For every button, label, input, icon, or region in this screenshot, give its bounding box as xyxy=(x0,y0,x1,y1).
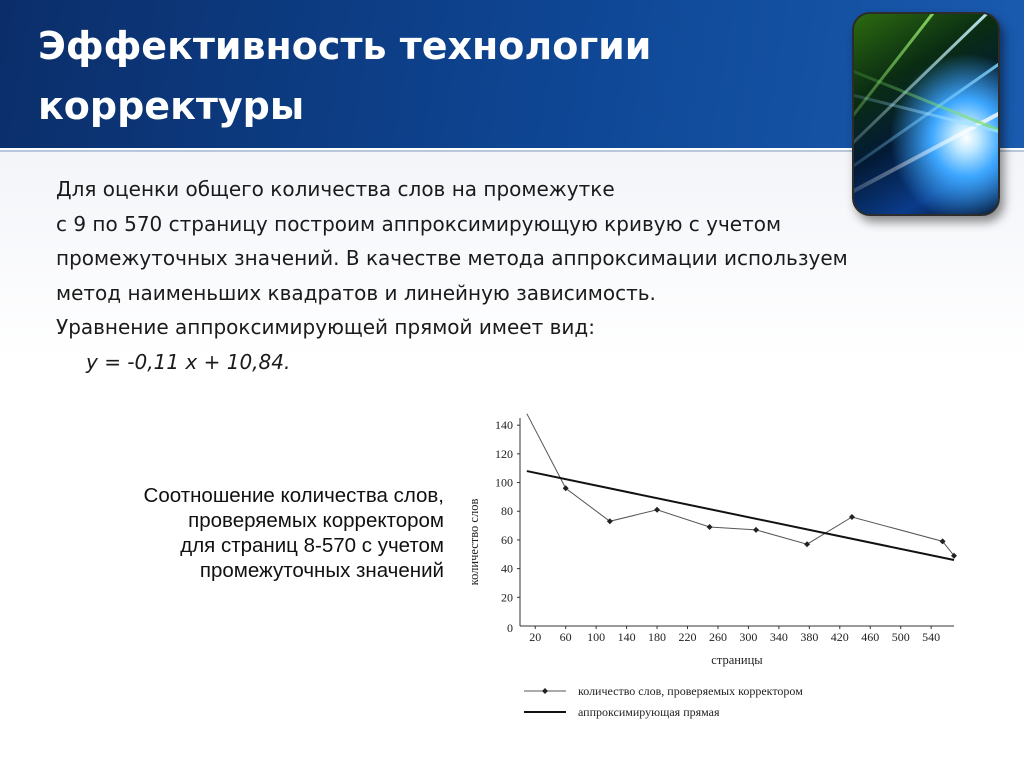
x-tick-label: 20 xyxy=(529,630,542,644)
x-tick-label: 260 xyxy=(708,630,727,644)
x-tick-label: 60 xyxy=(559,630,572,644)
data-point xyxy=(804,541,810,547)
y-axis-title: количество слов xyxy=(467,498,481,586)
x-tick-label: 180 xyxy=(648,630,667,644)
x-tick-label: 540 xyxy=(922,630,941,644)
body-line: метод наименьших квадратов и линейную зависимость. xyxy=(56,280,656,305)
body-line: промежуточных значений. В качестве метода аппроксимации используем xyxy=(56,246,848,270)
body-line: Уравнение аппроксимирующей прямой имеет вид: xyxy=(56,315,595,339)
caption-line: для страниц 8-570 с учетом xyxy=(180,534,444,557)
light-ray xyxy=(852,12,1000,182)
x-tick-label: 140 xyxy=(617,630,636,644)
x-tick-label: 300 xyxy=(739,630,758,644)
data-point xyxy=(849,514,855,520)
x-tick-label: 340 xyxy=(769,630,788,644)
origin-label: 0 xyxy=(507,621,513,635)
x-tick-label: 460 xyxy=(861,630,880,644)
legend-label: количество слов, проверяемых корректором xyxy=(578,684,803,698)
y-tick-label: 60 xyxy=(501,532,513,547)
slide-title-line-1: Эффективность технологии xyxy=(38,24,652,68)
y-tick-label: 140 xyxy=(495,418,513,433)
series-line-1 xyxy=(527,471,954,560)
body-line: с 9 по 570 страницу построим аппроксимирующую кривую с учетом xyxy=(56,211,782,236)
y-tick-label: 40 xyxy=(501,561,513,576)
caption-line: проверяемых корректором xyxy=(188,509,444,532)
caption-line: промежуточных значений xyxy=(199,559,444,582)
approximation-equation: y = -0,11 x + 10,84. xyxy=(86,349,291,374)
data-point xyxy=(753,527,759,533)
chart-container xyxy=(462,412,962,722)
x-tick-label: 220 xyxy=(678,630,697,644)
x-tick-label: 380 xyxy=(800,630,819,644)
x-tick-label: 100 xyxy=(587,630,606,644)
y-tick-label: 120 xyxy=(495,446,513,461)
slide-title-line-2: корректуры xyxy=(38,84,305,128)
legend-marker xyxy=(542,688,548,694)
y-tick-label: 100 xyxy=(495,475,513,490)
light-ray xyxy=(852,84,1000,150)
y-tick-label: 80 xyxy=(501,504,513,519)
caption-line: Соотношение количества слов, xyxy=(143,484,444,507)
legend-label: аппроксимирующая прямая xyxy=(578,705,720,719)
x-axis-title: страницы xyxy=(711,653,763,667)
slide-title xyxy=(38,16,678,136)
body-line: Для оценки общего количества слов на промежутке xyxy=(56,177,615,201)
light-ray xyxy=(852,12,975,166)
x-tick-label: 500 xyxy=(891,630,910,644)
y-tick-label: 20 xyxy=(501,590,513,605)
x-tick-label: 420 xyxy=(830,630,849,644)
data-point xyxy=(707,524,713,530)
words-per-page-chart xyxy=(462,412,962,722)
chart-caption xyxy=(44,483,444,583)
data-point xyxy=(654,507,660,513)
slide-body xyxy=(56,172,976,379)
